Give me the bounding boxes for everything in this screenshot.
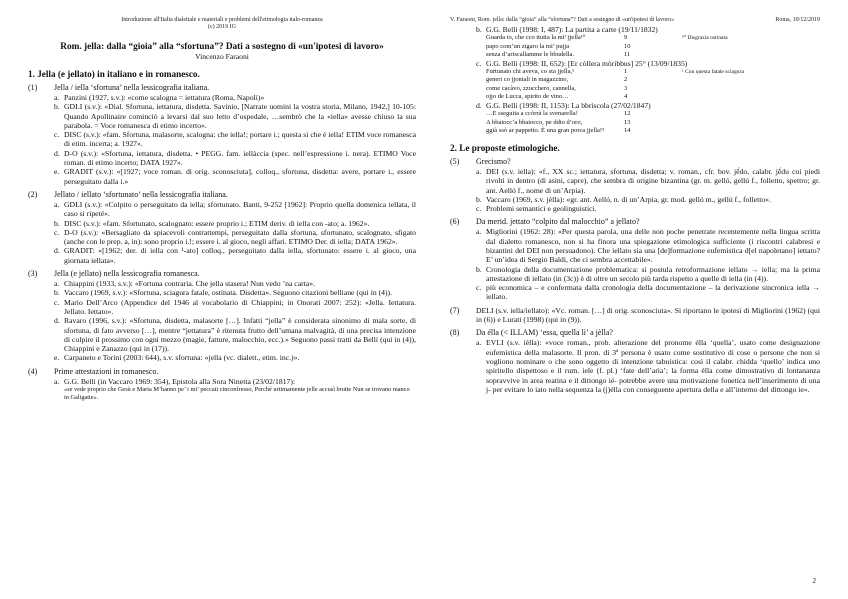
poem-line: …E sseguita a ccòrrà la svenarella! 12 bbox=[486, 110, 631, 118]
example-6: (6) Da merid. jettato “colpito dal malocchio” a jellato? a. Migliorini (1962: 28): «Per questa parola, una delle non poche penetrate recentemente nella lingua scritta dal dialetto romanesco, non si ha finora una spiegazione etimologica sufficiente (i riscontri calabresi e bizantini del DEI non persuadono). Che iellato sia una [de]formazione eufemistica d[el napoletano] iettato? E’ un’idea di Sergio Baldi, che ci sembra accettabile». b. Cronologia della documentazione problematica: si postula retroformazione iellato → iella; ma la prima attestazione di iellato (in (3c)) è di oltre un secolo più tarda rispetto a quelle di iella (in (4)). c. più economica – e confermata dalla cronologia della documentazione – la derivazione sincronica iella → iellato. bbox=[450, 217, 820, 302]
list-item: c. Problemi semantici e geolinguistici. bbox=[476, 204, 597, 214]
list-item: b. GDLI (s.v.): «Dial. Sfortuna, iettatura, disdetta. Savinio, [Narrate uomini la vostra storia, Milano, 1942,] 10-105: Quando Apollinaire cominciò a levarsi dal suo letto d’ospedale, …sembrò che la «iella» avesse chiuso la sua parabola. = Voce romanesca di etimo incerto». bbox=[54, 102, 416, 130]
poem-line: senza d’ariscallamme le bbudella. 11 bbox=[486, 50, 631, 58]
poem-line: ojjo de Lucca, spirito de vino… 4 bbox=[486, 92, 628, 100]
list-item: a. GDLI (s.v.): «Colpito o perseguitato da iella; sfortunato. Banti, 9-252 [1962]: Proprio quella domenica iellata, il caso si ripeté». bbox=[54, 199, 416, 219]
list-item: c. G.G. Belli (1998: II, 652): [Er còllera mòribbus] 25° (13/09/1835) bbox=[476, 58, 688, 68]
right-column bbox=[450, 0, 820, 394]
example-3: (3) Jella (e jellato) nella lessicografia romanesca. a. Chiappini (1933, s.v.): «Fortuna contraria. Che jella stasera! Nun vedo ’na carta». b. Vaccaro (1969, s.v.): «Sfortuna, sciagura fatale, ostinata. Disdetta». Seguono citazioni belliane (qui in (4)). c. Mario Dell’Arco (Appendice del 1946 al vocabolario di Chiappini; in Onorati 2007: 252): «Jella. Iettatura. Jellato. Iettato». d. Ravaro (1996, s.v.): «Sfortuna, disdetta, malasorte […]. Infatti “jella” è considerata sinonimo di mala sorte, di sfortuna, di fato avverso […], mentre “jettatura” è ritenuta frutto dell’umana malvagità, di una precisa intenzione di colpire il prossimo con ogni mezzo (magie, fatture, malocchio, ecc.).» Seguono passi tratti da Belli (qui in (4)), Chiappini e Zanazzo (qui in (17)). e. Carpaneto e Torini (2003: 644), s.v. sfortuna: «jella (vc. dialett., etim. inc.)». bbox=[28, 269, 416, 363]
example-7: (7) DELI (s.v. iella/iellato): «Vc. roman. […] di orig. sconosciuta». Si riportano le ipotesi di Migliorini (1962) (qui in (6)) e Lurati (1998) (qui in (9)). bbox=[450, 305, 820, 325]
list-item: e. Carpaneto e Torini (2003: 644), s.v. sfortuna: «jella (vc. dialett., etim. inc.)». bbox=[54, 353, 300, 363]
list-item: a. Chiappini (1933, s.v.): «Fortuna contraria. Che jella stasera! Nun vedo ’na carta». bbox=[54, 279, 315, 289]
list-item: c. DISC (s.v.): «fam. Sfortuna, malasorte, scalogna: che iella!; portare i.; questa si che è iella! ETIM voce romanesca di etim. incerta; a. 1927». bbox=[54, 130, 416, 149]
list-item: c. D-O (s.v.): «Bersagliato da spiacevoli contrattempi, perseguitato dalla sfortuna, sfortunato, scalognato, sfigato (anche con le prep. a, in): sono proprio i.!; essere i. al gioco, negli affari. ETIMO Der. di iella; DATA 1962». bbox=[54, 227, 416, 247]
page-number: 2 bbox=[812, 577, 816, 585]
section-heading-1: 1. Jella (e jellato) in italiano e in romanesco. bbox=[28, 69, 200, 79]
poem-line: come cacàvo, zzucchero, cannella, 3 bbox=[486, 84, 628, 92]
list-item: a. G.G. Belli (in Vaccaro 1969: 354), Epistola alla Sora Ninetta (23/02/1817): bbox=[54, 376, 296, 386]
list-item: b. DISC (s.v.): «fam. Sfortunato, scalognato: essere proprio i.; ETIM deriv. di iella con -ato; a. 1962». bbox=[54, 218, 370, 228]
page-title: Rom. jella: dalla “gioia” alla “sfortuna”? Dati a sostegno di «un'ipotesi di lavoro» bbox=[60, 42, 384, 52]
list-item: d. D-O (s.v.): «Sfortuna, iettatura, disdetta. • PEGG. fam. iellàccia (spec. nell’espressione i. nera). ETIMO Voce roman. di etimo incerto; DATA 1927». bbox=[54, 148, 416, 168]
list-item: c. più economica – e confermata dalla cronologia della documentazione – la derivazione sincronica iella → iellato. bbox=[476, 283, 820, 302]
list-item: a. Migliorini (1962: 28): «Per questa parola, una delle non poche penetrate recentemente nella lingua scritta dal dialetto romanesco, non si ha finora una spiegazione etimologica sufficiente (i riscontri calabresi e bizantini del DEI non persuadono). Che iellato sia una [de]formazione eufemistica d[el napoletano] iettato? E’ un’idea di Sergio Baldi, che ci sembra accettabile». bbox=[476, 227, 820, 265]
list-item: d. Ravaro (1996, s.v.): «Sfortuna, disdetta, malasorte […]. Infatti “jella” è considerata sinonimo di mala sorte, di sfortuna, di fato avverso […], mentre “jettatura” è ritenuta frutto dell’umana malvagità, di una precisa intenzione di colpire il prossimo con ogni mezzo (magie, fatture, malocchio, ecc.).» Seguono passi tratti da Belli (qui in (4)), Chiappini e Zanazzo (qui in (17)). bbox=[54, 316, 416, 354]
list-item: a. DEI (s.v. iella): «f., XX sc.; iettatura, sfortuna, disdetta; v. roman., cfr. bov. jẽ́do, calabr. jẽ́du coi piedi rivolti in dentro (di asini, capre), che sembra di origine bizantina (gr. m. gelló, gellú f., folletto, spettro; gr. ant. Aelló f., nome di un’Arpia). bbox=[476, 166, 820, 195]
list-item: d. GRADIT: «[1962; der. di iella con ¹-ato] colloq., perseguitato dalla iella, sfortunato: essere i. al gioco, una giornata iellata». bbox=[54, 246, 416, 265]
poem-line: papo com’un zigaro la mi’ pujja 10 bbox=[486, 42, 631, 50]
section-heading-2: 2. Le proposte etimologiche. bbox=[450, 142, 560, 153]
author-name: Vincenzo Faraoni bbox=[195, 52, 249, 61]
example-1: (1) Jella / iella ‘sfortuna’ nella lessicografia italiana. a. Panzini (1927, s.v.): «come scalogna = iettatura (Roma, Napoli)» b. GDLI (s.v.): «Dial. Sfortuna, iettatura, disdetta. Savinio, [Narrate uomini la vostra storia, Milano, 1942,] 10-105: Quando Apollinaire cominciò a levarsi dal suo letto d’ospedale, …sembrò che la «iella» avesse chiuso la sua parabola. = Voce romanesca di etimo incerto». c. DISC (s.v.): «fam. Sfortuna, malasorte, scalogna: che iella!; portare i.; questa si che è iella! ETIM voce romanesca di etim. incerta; a. 1927». d. D-O (s.v.): «Sfortuna, iettatura, disdetta. • PEGG. fam. iellàccia (spec. nell’espressione i. nera). ETIMO Voce roman. di etimo incerto; DATA 1927». e. GRADIT (s.v.): «[1927; voce roman. di orig. sconosciuta], colloq., sfortuna, disdetta: avere, portare i., essere perseguitato dalla i.» bbox=[28, 83, 416, 186]
running-header-left: Introduzione all'Italia dialettale e materiali e problemi dell'etimologia italo-romanza (c) 2019 IG bbox=[121, 17, 323, 30]
list-item: c. Mario Dell’Arco (Appendice del 1946 al vocabolario di Chiappini; in Onorati 2007: 252): «Jella. Iettatura. Jellato. Iettato». bbox=[54, 297, 416, 316]
poem-line: Guarda io, che cco ttutta la mi’ jjella¹⁰ 9 ¹⁰ Disgrazia ostinata bbox=[486, 34, 728, 42]
list-item: b. Cronologia della documentazione problematica: si postula retroformazione iellato → iella; ma la prima attestazione di iellato (in (3c)) è di oltre un secolo più tarda rispetto a quelle di iella (in (4)). bbox=[476, 264, 820, 283]
poem-line: Furtunato chi aveva, co sta jjella,¹ 1 ¹ Con questa fatale sciagura bbox=[486, 68, 744, 76]
poem-line: ggià ssò ar pappetto. È una gran porca jjella!³ 14 bbox=[486, 126, 631, 134]
left-column bbox=[28, 0, 416, 401]
list-item: d. G.G. Belli (1998: II, 1153): La bbriscola (27/02/1847) bbox=[476, 101, 651, 111]
poem-quote: «se vede proprio che Gesù e Maria M’hanno pe’ i mi’ peccati cinconfresso, Perché urtimamente jelle accusì brutte Nun se trovano manco in Galigatte». bbox=[64, 386, 410, 401]
poem-line: A bbaiocc’a bbaiocco, pe ddio d’oro, 13 bbox=[486, 118, 631, 126]
example-5: (5) Grecismo? a. DEI (s.v. iella): «f., XX sc.; iettatura, sfortuna, disdetta; v. roman., cfr. bov. jẽ́do, calabr. jẽ́du coi piedi rivolti in dentro (di asini, capre), che sembra di origine bizantina (gr. m. gelló, gellú f., folletto, spettro; gr. ant. Aelló f., nome di un’Arpia). b. Vaccaro (1969, s.v. jèlla): «gr. ant. Aelló, n. di un’Arpia, gr. mod. gelló m., gellú f., folletto». c. Problemi semantici e geolinguistici. bbox=[450, 156, 820, 214]
list-item: b. G.G. Belli (1998: I, 487): La partita a carte (19/11/1832) bbox=[476, 25, 658, 34]
list-item: b. Vaccaro (1969, s.v. jèlla): «gr. ant. Aelló, n. di un’Arpia, gr. mod. gelló m., gellú f., folletto». bbox=[476, 194, 771, 204]
example-8: (8) Da élla (< ILLAM) ‘essa, quella lì’ a jèlla? a. EVLI (s.v. ièlla): «voce roman., prob. alterazione del pronome élla ‘quella’, usato come designazione eufemistica della malasorte. Il pron. di 3ª persona è usato come sostitutivo di cose o persone che non si vogliono nominare o che sono oggetto di intenzione tabuistica: così il calabr. chidda ‘quello’ indica uno spiritello dispettoso e il rum. iele (f. pl.) ‘fate dell’aria’; la forma élla come dimostrativo di lontananza sopravvive in area reatina e il dittongo ié- potrebbe avere una motivazione fonetica nell’inserimento di una j- per evitare lo iato nella sequenza la (j)élla con conseguente apertura della e all’interno del dittongo ie». bbox=[450, 328, 820, 394]
poem-line: generi co jjoniali in magazzino, 2 bbox=[486, 76, 628, 84]
example-2: (2) Jellato / iellato ‘sfortunato’ nella lessicografia italiana. a. GDLI (s.v.): «Colpito o perseguitato da iella; sfortunato. Banti, 9-252 [1962]: Proprio quella domenica iellata, il caso si ripeté». b. DISC (s.v.): «fam. Sfortunato, scalognato: essere proprio i.; ETIM deriv. di iella con -ato; a. 1962». c. D-O (s.v.): «Bersagliato da spiacevoli contrattempi, perseguitato dalla sfortuna, sfortunato, scalognato, sfigato (anche con le prep. a, in): sono proprio i.!; essere i. al gioco, negli affari. ETIMO Der. di iella; DATA 1962». d. GRADIT: «[1962; der. di iella con ¹-ato] colloq., perseguitato dalla iella, sfortunato: essere i. al gioco, una giornata iellata». bbox=[28, 189, 416, 265]
list-item: a. Panzini (1927, s.v.): «come scalogna = iettatura (Roma, Napoli)» bbox=[54, 93, 265, 102]
list-item: e. GRADIT (s.v.): «[1927; voce roman. di orig. sconosciuta], colloq., sfortuna, disdetta: avere, portare i., essere perseguitato dalla i.» bbox=[54, 167, 416, 186]
example-4-continued bbox=[450, 25, 820, 135]
running-header-right: V. Faraoni, Rom. jella: dalla “gioia” alla “sfortuna”? Dati a sostegno di «un'ipotesi di lavoro» Roma, 10/12/2019 bbox=[450, 17, 820, 23]
list-item: a. EVLI (s.v. ièlla): «voce roman., prob. alterazione del pronome élla ‘quella’, usato come designazione eufemistica della malasorte. Il pron. di 3ª persona è usato come sostitutivo di cose o persone che non si vogliono nominare o che sono oggetto di intenzione tabuistica: così il calabr. chidda ‘quello’ indica uno spiritello dispettoso e il rum. iele (f. pl.) ‘fate dell’aria’; la forma élla come dimostrativo di lontananza sopravvive in area reatina e il dittongo ié- potrebbe avere una motivazione fonetica nell’inserimento di una j- per evitare lo iato nella sequenza la (j)élla con conseguente apertura della e all’interno del dittongo ie». bbox=[476, 338, 820, 394]
example-4: (4) Prime attestazioni in romanesco. a. G.G. Belli (in Vaccaro 1969: 354), Epistola alla Sora Ninetta (23/02/1817): «se vede proprio che Gesù e Maria M’hanno pe’ i mi’ peccati cinconfresso, Perché urtimamente jelle accusì brutte Nun se trovano manco in Galigatte». bbox=[28, 367, 416, 401]
list-item: b. Vaccaro (1969, s.v.): «Sfortuna, sciagura fatale, ostinata. Disdetta». Seguono citazioni belliane (qui in (4)). bbox=[54, 288, 393, 298]
